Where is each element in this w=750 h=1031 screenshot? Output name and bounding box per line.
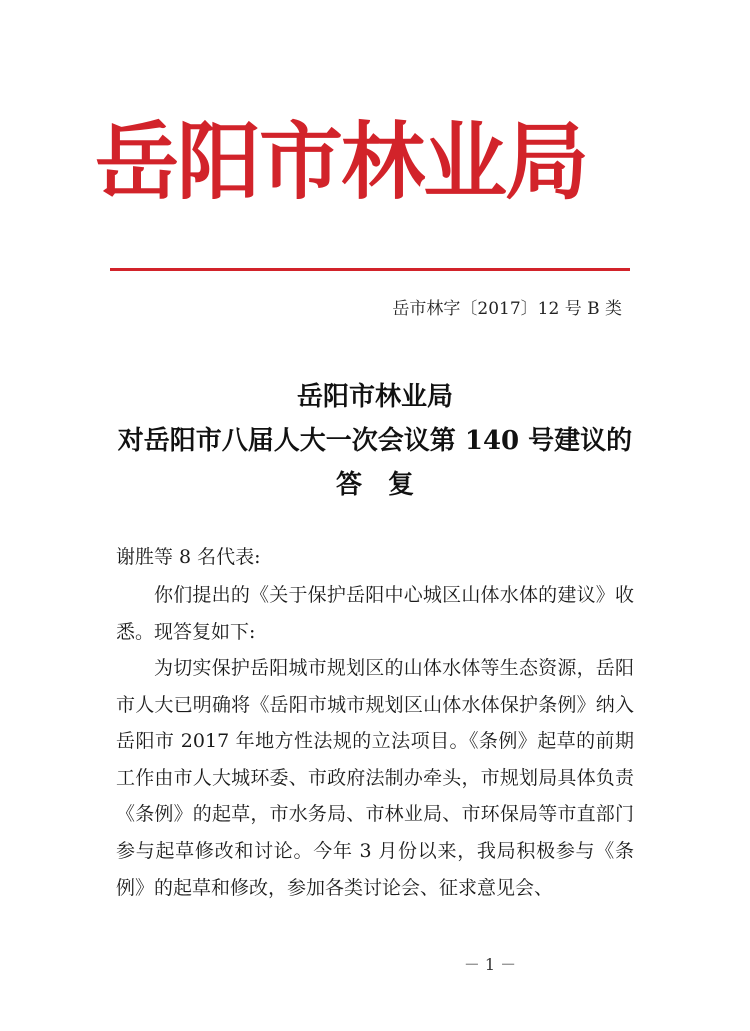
page-number: － 1 － xyxy=(463,955,517,974)
masthead-red-rule xyxy=(110,268,630,271)
body-paragraph: 你们提出的《关于保护岳阳中心城区山体水体的建议》收悉。现答复如下: xyxy=(116,584,634,643)
document-title-line-1: 岳阳市林业局 xyxy=(296,382,453,412)
document-title-line-2: 对岳阳市八届人大一次会议第 140 号建议的 xyxy=(117,426,633,456)
agency-masthead: 岳阳市林业局 xyxy=(95,112,588,211)
document-number: 岳市林字〔2017〕12 号 B 类 xyxy=(392,299,622,319)
document-title-line-3: 答复 xyxy=(335,470,440,500)
body-paragraph: 为切实保护岳阳城市规划区的山体水体等生态资源，岳阳市人大已明确将《岳阳市城市规划区山体水体保护条例》纳入岳阳市 2017 年地方性法规的立法项目。《条例》起草的前期工作由市人大城环委、市政府法制办牵头，市规划局具体负责《条例》的起草，市水务局、市林业局、市环保局等市直部门参与起草修改和讨论。今年 3 月份以来，我局积极参与《条例》的起草和修改，参加各类讨论会、征求意见会、 xyxy=(116,657,634,899)
salutation: 谢胜等 8 名代表: xyxy=(116,546,261,568)
